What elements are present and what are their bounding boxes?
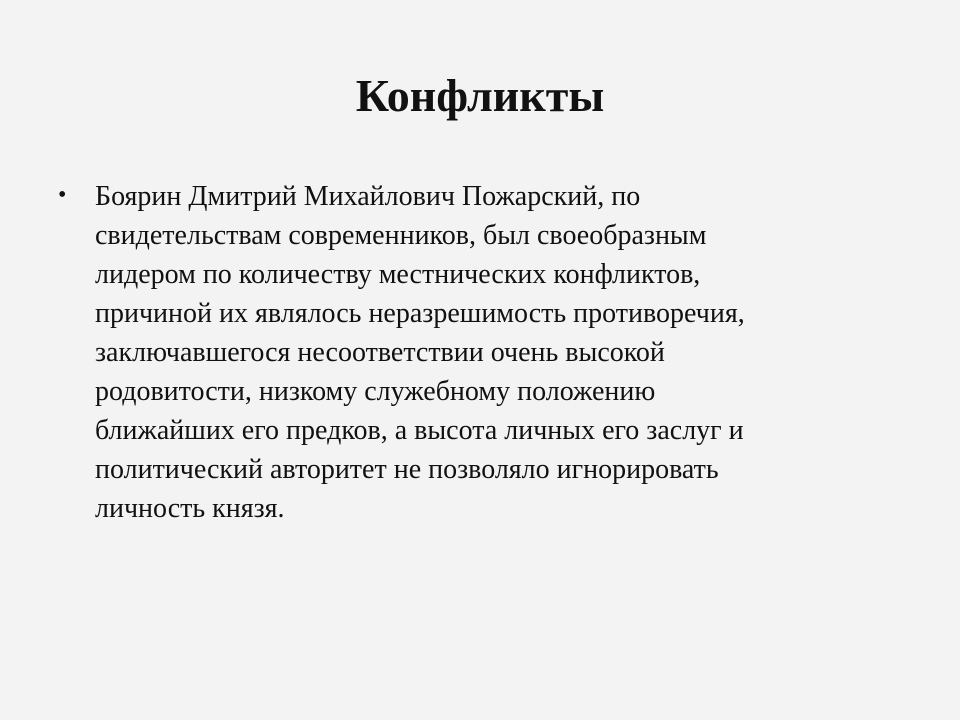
paragraph-line: ближайших его предков, а высота личных его заслуг и [95, 415, 744, 446]
slide-content [58, 177, 858, 528]
paragraph-line: лидером по количеству местнических конфликтов, [95, 259, 701, 290]
paragraph-line: политический авторитет не позволяло игнорировать [95, 454, 719, 485]
paragraph-line: причиной их являлось неразрешимость противоречия, [95, 298, 745, 329]
paragraph-line: родовитости, низкому служебному положению [95, 376, 656, 407]
bullet-icon: • [58, 182, 67, 208]
paragraph-line: заключавшегося несоответствии очень высокой [95, 337, 665, 368]
paragraph-line: Боярин Дмитрий Михайлович Пожарский, по [95, 181, 641, 212]
slide-title: Конфликты [355, 70, 605, 121]
paragraph-line: личность князя. [95, 493, 285, 524]
bullet-item [58, 177, 858, 528]
bullet-text [95, 177, 858, 528]
paragraph-line: свидетельствам современников, был своеобразным [95, 220, 707, 251]
